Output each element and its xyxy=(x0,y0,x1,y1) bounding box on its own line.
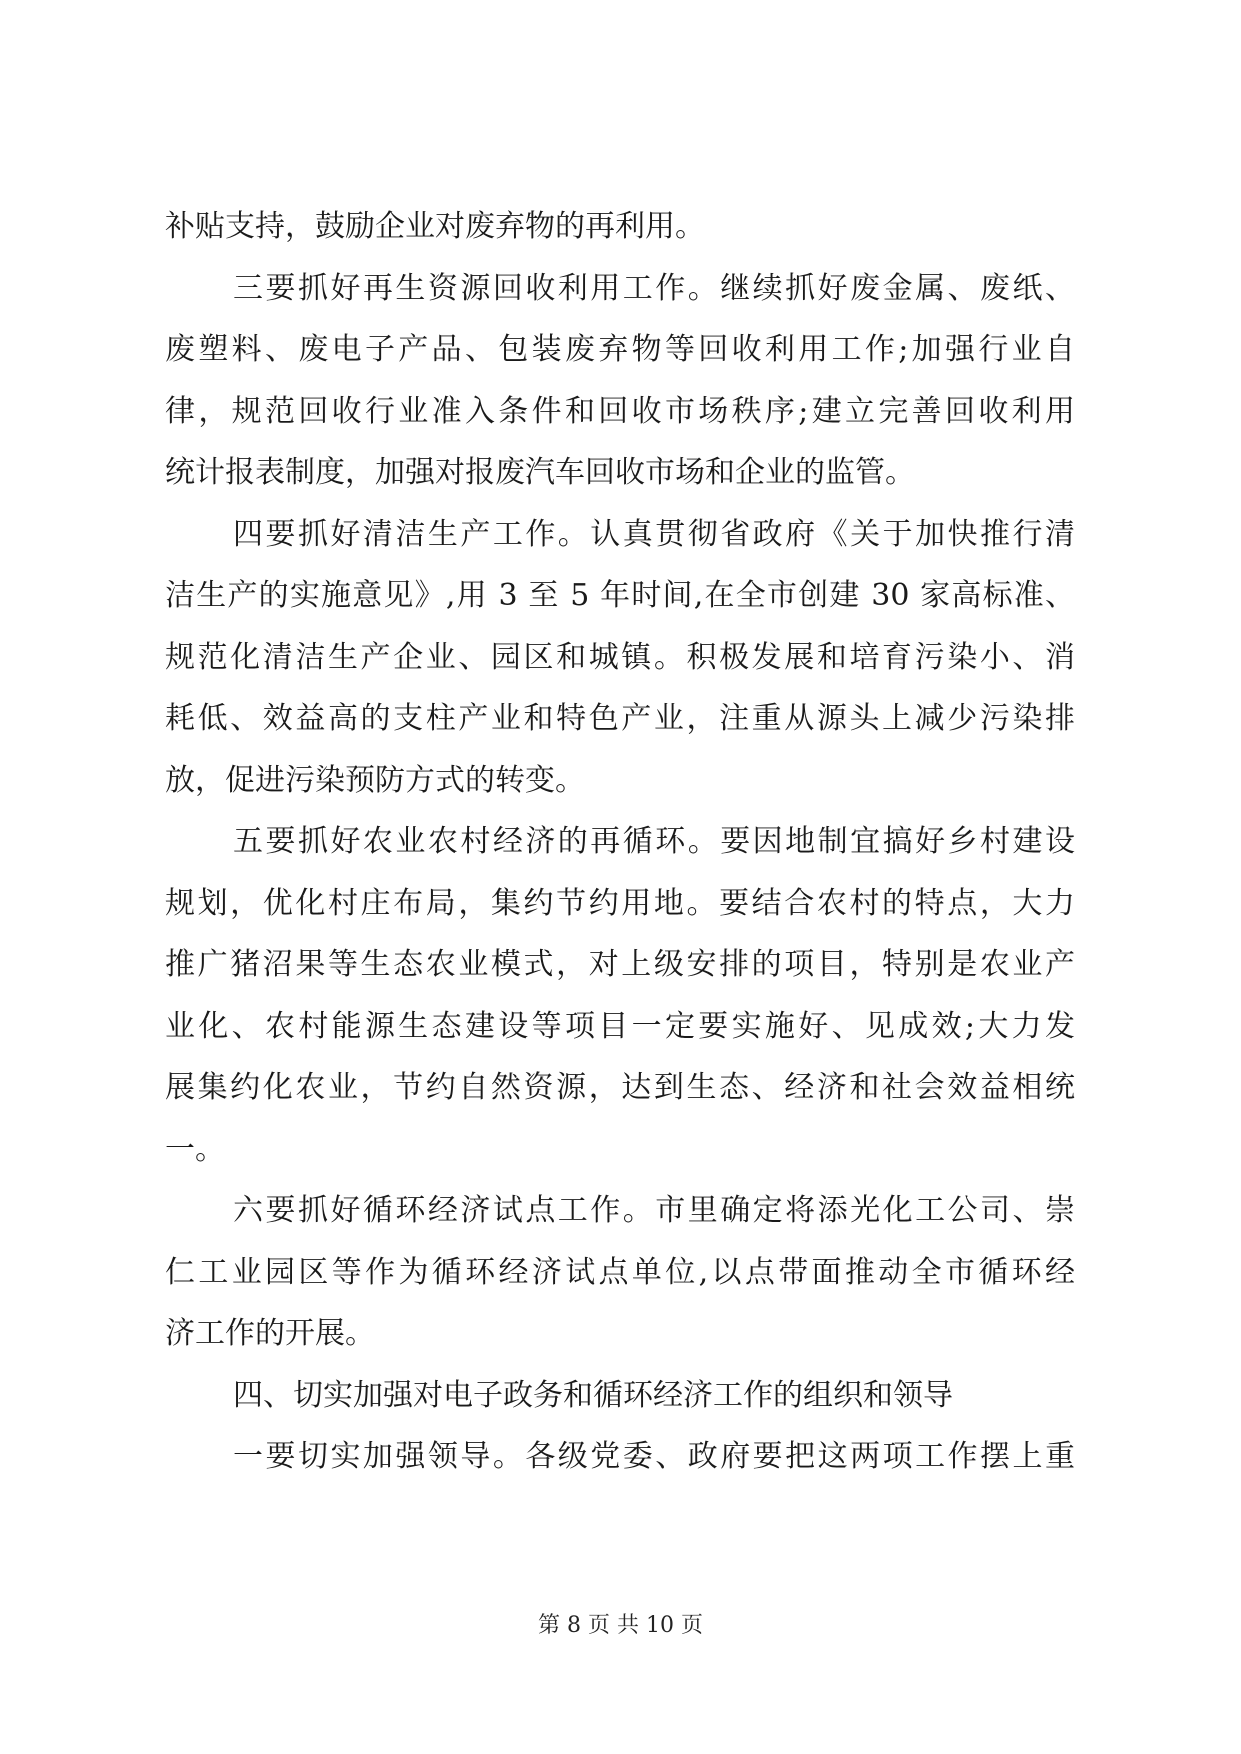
paragraph-line: 济工作的开展。 xyxy=(165,1316,375,1351)
paragraph-line: 五要抓好农业农村经济的再循环。要因地制宜搞好乡村建设 xyxy=(233,824,1075,859)
paragraph-line: 统计报表制度，加强对报废汽车回收市场和企业的监管。 xyxy=(165,455,915,490)
paragraph-line: 一。 xyxy=(165,1131,225,1167)
paragraph-line: 展集约化农业，节约自然资源，达到生态、经济和社会效益相统 xyxy=(165,1070,1075,1105)
paragraph-line: 耗低、效益高的支柱产业和特色产业，注重从源头上减少污染排 xyxy=(165,701,1075,736)
paragraph-line: 律，规范回收行业准入条件和回收市场秩序;建立完善回收利用 xyxy=(165,393,1075,429)
paragraph-line: 规范化清洁生产企业、园区和城镇。积极发展和培育污染小、消 xyxy=(165,639,1075,675)
paragraph-line: 推广猪沼果等生态农业模式，对上级安排的项目，特别是农业产 xyxy=(165,947,1075,982)
paragraph-line: 仁工业园区等作为循环经济试点单位,以点带面推动全市循环经 xyxy=(165,1254,1075,1290)
paragraph-line: 洁生产的实施意见》,用 3 至 5 年时间,在全市创建 30 家高标准、 xyxy=(165,578,1075,613)
paragraph-line: 四要抓好清洁生产工作。认真贯彻省政府《关于加快推行清 xyxy=(233,516,1075,552)
paragraph-line: 六要抓好循环经济试点工作。市里确定将添光化工公司、崇 xyxy=(233,1193,1075,1228)
section-heading: 四、切实加强对电子政务和循环经济工作的组织和领导 xyxy=(233,1377,953,1413)
paragraph-line: 废塑料、废电子产品、包装废弃物等回收利用工作;加强行业自 xyxy=(165,332,1075,367)
paragraph-line: 规划，优化村庄布局，集约节约用地。要结合农村的特点，大力 xyxy=(165,885,1075,921)
paragraph-line: 三要抓好再生资源回收利用工作。继续抓好废金属、废纸、 xyxy=(233,270,1075,306)
page-number-footer: 第 8 页 共 10 页 xyxy=(538,1613,703,1638)
paragraph-line: 一要切实加强领导。各级党委、政府要把这两项工作摆上重 xyxy=(233,1439,1075,1474)
paragraph-line: 补贴支持，鼓励企业对废弃物的再利用。 xyxy=(165,209,705,244)
paragraph-line: 放，促进污染预防方式的转变。 xyxy=(165,762,585,798)
paragraph-line: 业化、农村能源生态建设等项目一定要实施好、见成效;大力发 xyxy=(165,1008,1075,1044)
document-body xyxy=(165,196,1075,1488)
